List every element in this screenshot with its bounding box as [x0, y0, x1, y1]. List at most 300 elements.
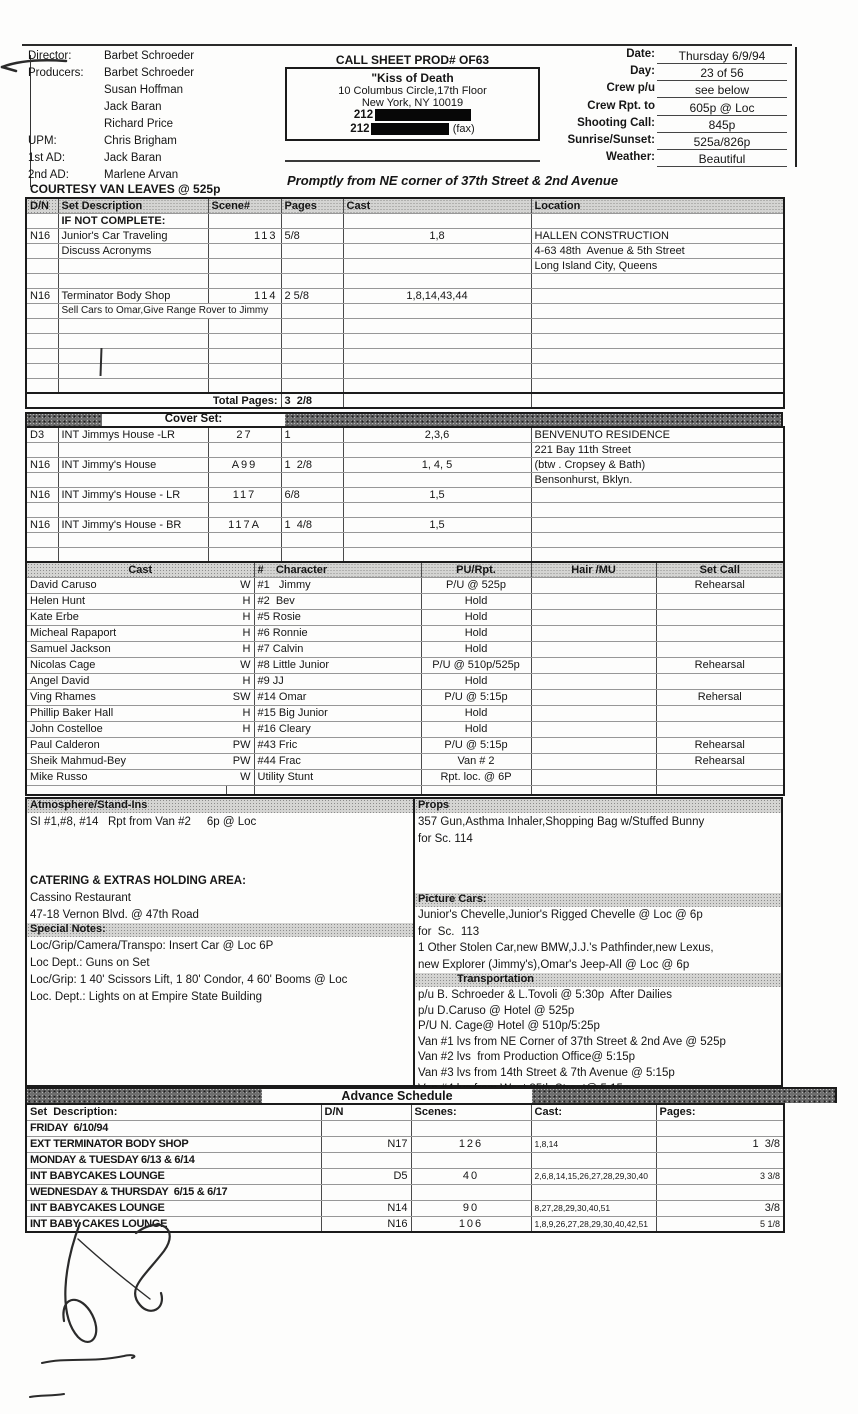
redaction-bar — [375, 109, 471, 121]
day-info-row — [557, 81, 791, 98]
cast-set-call: Rehearsal — [656, 657, 784, 673]
day-info-value: Thursday 6/9/94 — [657, 49, 787, 64]
catering-header: CATERING & EXTRAS HOLDING AREA: — [30, 875, 246, 887]
cast-set-call: Rehearsal — [656, 753, 784, 769]
cast-table — [25, 561, 785, 796]
transportation-line: Van #3 lvs from 14th Street & 7th Avenue @ 5:15p — [418, 1066, 675, 1079]
cast-hair-mu — [531, 625, 656, 641]
cast-actor-name: Paul Calderon — [26, 737, 226, 753]
scene-location: HALLEN CONSTRUCTION — [531, 228, 784, 243]
fax-row — [287, 123, 538, 137]
scene-row — [26, 303, 784, 318]
advance-band-hatch-right — [532, 1089, 835, 1103]
credit-label: 2nd AD: — [28, 169, 69, 181]
cast-actor-name: Ving Rhames — [26, 689, 226, 705]
cast-set-call — [656, 721, 784, 737]
cast-hair-mu — [531, 705, 656, 721]
col-header-pu-rpt: PU/Rpt. — [421, 562, 531, 577]
advance-scenes: 106 — [411, 1216, 531, 1232]
cast-actor-name: Phillip Baker Hall — [26, 705, 226, 721]
cast-row — [26, 593, 784, 609]
day-info-row — [557, 116, 791, 133]
advance-cast: 8,27,28,29,30,40,51 — [531, 1200, 656, 1216]
cast-pu-rpt: P/U @ 510p/525p — [421, 657, 531, 673]
cast-hair-mu — [531, 737, 656, 753]
advance-day-label: MONDAY & TUESDAY 6/13 & 6/14 — [26, 1152, 321, 1168]
cover-description: INT Jimmy's House — [58, 457, 208, 472]
page-top-rule — [22, 44, 792, 46]
scene-table — [25, 197, 785, 409]
scene-cast: 1,8 — [343, 228, 531, 243]
col-header-hair-mu: Hair /MU — [531, 562, 656, 577]
props-line: for Sc. 114 — [418, 833, 473, 845]
advance-set-description: EXT TERMINATOR BODY SHOP — [26, 1136, 321, 1152]
cast-work-status: H — [226, 609, 254, 625]
day-info-value: 525a/826p — [657, 135, 787, 150]
transportation-header: Transportation — [415, 973, 781, 987]
scene-note-row — [26, 213, 784, 228]
cast-character: #44 Frac — [254, 753, 421, 769]
cast-row — [26, 673, 784, 689]
advance-dn: D5 — [321, 1168, 411, 1184]
advance-schedule-band — [25, 1087, 837, 1103]
day-info-label: Shooting Call: — [577, 116, 655, 129]
cast-actor-name: Nicolas Cage — [26, 657, 226, 673]
empty-row — [26, 502, 784, 517]
cover-band-hatch-left — [27, 414, 102, 426]
cast-hair-mu — [531, 641, 656, 657]
cover-row — [26, 517, 784, 532]
cast-actor-name: Angel David — [26, 673, 226, 689]
transportation-line: Van #1 lvs from NE Corner of 37th Street & 2nd Ave @ 525p — [418, 1035, 726, 1048]
atmosphere-panel — [25, 797, 415, 1087]
col-header-adv-cast: Cast: — [531, 1104, 656, 1120]
cast-hair-mu — [531, 753, 656, 769]
empty-row — [26, 547, 784, 562]
empty-row — [26, 785, 784, 795]
cast-set-call — [656, 593, 784, 609]
day-info-row — [557, 150, 791, 167]
cast-character: #5 Rosie — [254, 609, 421, 625]
cover-scene-number: 27 — [208, 427, 281, 442]
advance-pages: 5 1/8 — [656, 1216, 784, 1232]
phone-row — [287, 109, 538, 123]
advance-cast: 1,8,14 — [531, 1136, 656, 1152]
scene-row — [26, 258, 784, 273]
col-header-scene-number: Scene# — [208, 198, 281, 213]
advance-day-label: FRIDAY 6/10/94 — [26, 1120, 321, 1136]
cast-set-call — [656, 609, 784, 625]
catering-line: 47-18 Vernon Blvd. @ 47th Road — [30, 909, 199, 921]
cast-set-call: Rehearsal — [656, 737, 784, 753]
scene-dn — [26, 243, 58, 258]
standins-line: SI #1,#8, #14 Rpt from Van #2 6p @ Loc — [30, 816, 257, 828]
cover-row — [26, 442, 784, 457]
col-header-set-description: Set Description — [58, 198, 208, 213]
call-sheet-title: CALL SHEET PROD# OF63 — [335, 53, 490, 67]
advance-schedule-title: Advance Schedule — [262, 1089, 532, 1103]
cast-work-status: SW — [226, 689, 254, 705]
cast-work-status: H — [226, 705, 254, 721]
cast-set-call — [656, 705, 784, 721]
cover-cast: 2,3,6 — [343, 427, 531, 442]
cast-pu-rpt: P/U @ 5:15p — [421, 737, 531, 753]
cast-character: Utility Stunt — [254, 769, 421, 785]
courtesy-van-note: COURTESY VAN LEAVES @ 525p — [30, 182, 221, 196]
credit-label: 1st AD: — [28, 152, 66, 164]
cast-row — [26, 657, 784, 673]
cast-pu-rpt: Hold — [421, 593, 531, 609]
special-note-line: Loc/Grip: 1 40' Scissors Lift, 1 80' Condor, 4 60' Booms @ Loc — [30, 974, 348, 986]
cast-row — [26, 625, 784, 641]
signature — [28, 1205, 238, 1405]
credit-value: Barbet Schroeder — [104, 67, 195, 79]
cover-cast: 1,5 — [343, 487, 531, 502]
cover-set-band — [25, 412, 783, 426]
cast-work-status: W — [226, 769, 254, 785]
scene-location: Long Island City, Queens — [531, 258, 784, 273]
cast-set-call — [656, 625, 784, 641]
advance-day-row — [26, 1152, 784, 1168]
credit-row — [28, 67, 258, 84]
cast-actor-name: Micheal Rapaport — [26, 625, 226, 641]
day-info-label: Day: — [630, 65, 655, 78]
cast-work-status: W — [226, 577, 254, 593]
credit-label: UPM: — [28, 135, 57, 147]
transportation-lines — [415, 987, 781, 1096]
atmosphere-header: Atmosphere/Stand-Ins — [27, 799, 413, 813]
scene-location — [531, 288, 784, 303]
fax-area-code: 212 — [350, 123, 370, 136]
day-info-row — [557, 64, 791, 81]
cast-hair-mu — [531, 689, 656, 705]
scene-pages: 5/8 — [281, 228, 343, 243]
cast-pu-rpt: Hold — [421, 673, 531, 689]
header-divider-rule — [285, 160, 540, 162]
cover-dn: N16 — [26, 457, 58, 472]
scene-description: Sell Cars to Omar,Give Range Rover to Jimmy — [58, 303, 281, 318]
notes-section — [25, 797, 783, 1087]
cast-pu-rpt: Van # 2 — [421, 753, 531, 769]
cover-scene-number: 117A — [208, 517, 281, 532]
day-info-value: Beautiful — [657, 152, 787, 167]
catering-lines — [27, 889, 413, 923]
credit-row — [28, 135, 258, 152]
scene-row — [26, 243, 784, 258]
cover-pages: 1 4/8 — [281, 517, 343, 532]
cover-location: 221 Bay 11th Street — [531, 442, 784, 457]
cast-header-row — [26, 562, 784, 577]
scene-dn: N16 — [26, 228, 58, 243]
cast-character: #43 Fric — [254, 737, 421, 753]
advance-pages: 3/8 — [656, 1200, 784, 1216]
cast-actor-name: David Caruso — [26, 577, 226, 593]
advance-day-row — [26, 1184, 784, 1200]
scene-description: Junior's Car Traveling — [58, 228, 208, 243]
advance-row — [26, 1168, 784, 1184]
day-info-value: 845p — [657, 118, 787, 133]
transportation-line: p/u D.Caruso @ Hotel @ 525p — [418, 1004, 575, 1017]
day-info-row — [557, 133, 791, 150]
empty-row — [26, 333, 784, 348]
cast-set-call — [656, 641, 784, 657]
address-line-2: New York, NY 10019 — [361, 97, 464, 109]
cast-character: #7 Calvin — [254, 641, 421, 657]
cast-row — [26, 705, 784, 721]
advance-scenes: 40 — [411, 1168, 531, 1184]
cast-pu-rpt: P/U @ 525p — [421, 577, 531, 593]
credit-row — [28, 84, 258, 101]
day-info-value: see below — [657, 83, 787, 98]
cast-set-call — [656, 673, 784, 689]
total-pages-value: 3 2/8 — [281, 393, 343, 408]
cast-work-status: H — [226, 641, 254, 657]
scene-cast: 1,8,14,43,44 — [343, 288, 531, 303]
credit-value: Richard Price — [104, 118, 174, 130]
total-pages-row — [26, 393, 784, 408]
advance-dn: N16 — [321, 1216, 411, 1232]
cover-row — [26, 487, 784, 502]
cover-pages: 6/8 — [281, 487, 343, 502]
cast-work-status: H — [226, 721, 254, 737]
cast-hair-mu — [531, 657, 656, 673]
cast-actor-name: John Costelloe — [26, 721, 226, 737]
advance-pages: 3 3/8 — [656, 1168, 784, 1184]
cast-pu-rpt: Rpt. loc. @ 6P — [421, 769, 531, 785]
advance-pages: 1 3/8 — [656, 1136, 784, 1152]
cast-hair-mu — [531, 673, 656, 689]
cast-row — [26, 641, 784, 657]
cast-character: #16 Cleary — [254, 721, 421, 737]
scene-number: 114 — [208, 288, 281, 303]
cover-cast: 1,5 — [343, 517, 531, 532]
advance-dn: N14 — [321, 1200, 411, 1216]
cast-pu-rpt: Hold — [421, 721, 531, 737]
col-header-adv-set-description: Set Description: — [26, 1104, 321, 1120]
advance-cast: 1,8,9,26,27,28,29,30,40,42,51 — [531, 1216, 656, 1232]
picture-cars-header: Picture Cars: — [415, 893, 781, 907]
cast-pu-rpt: Hold — [421, 705, 531, 721]
special-notes-header: Special Notes: — [27, 923, 413, 937]
credit-value: Jack Baran — [104, 101, 162, 113]
cast-row — [26, 769, 784, 785]
advance-set-description: INT BABY CAKES LOUNGE — [26, 1216, 321, 1232]
empty-row — [26, 378, 784, 393]
cast-pu-rpt: Hold — [421, 609, 531, 625]
scene-number: 113 — [208, 228, 281, 243]
scene-pages: 2 5/8 — [281, 288, 343, 303]
production-title: "Kiss of Death — [371, 71, 454, 85]
scene-row — [26, 228, 784, 243]
credit-row — [28, 101, 258, 118]
cast-hair-mu — [531, 609, 656, 625]
cover-row — [26, 427, 784, 442]
advance-set-description: INT BABYCAKES LOUNGE — [26, 1200, 321, 1216]
cast-set-call: Rehersal — [656, 689, 784, 705]
day-info-label: Sunrise/Sunset: — [567, 133, 655, 146]
credit-value: Chris Brigham — [104, 135, 177, 147]
cast-actor-name: Helen Hunt — [26, 593, 226, 609]
cast-actor-name: Samuel Jackson — [26, 641, 226, 657]
cover-description: INT Jimmy's House - BR — [58, 517, 208, 532]
cast-pu-rpt: Hold — [421, 641, 531, 657]
col-header-cast-name: Cast — [26, 562, 254, 577]
cover-set-label: Cover Set: — [102, 414, 285, 426]
picture-cars-lines — [415, 907, 781, 973]
props-lines — [415, 813, 781, 847]
cast-character: #2 Bev — [254, 593, 421, 609]
picture-cars-line: new Explorer (Jimmy's),Omar's Jeep-All @ Loc @ 6p — [418, 958, 690, 971]
cast-character: #15 Big Junior — [254, 705, 421, 721]
address-line-1: 10 Columbus Circle,17th Floor — [338, 85, 487, 97]
scene-location: 4-63 48th Avenue & 5th Street — [531, 243, 784, 258]
picture-cars-line: for Sc. 113 — [418, 925, 480, 938]
advance-cast: 2,6,8,14,15,26,27,28,29,30,40 — [531, 1168, 656, 1184]
advance-scenes: 126 — [411, 1136, 531, 1152]
credit-row — [28, 152, 258, 169]
cover-dn: D3 — [26, 427, 58, 442]
credit-value: Barbet Schroeder — [104, 50, 195, 62]
picture-cars-line: 1 Other Stolen Car,new BMW,J.J.'s Pathfinder,new Lexus, — [418, 942, 714, 954]
cover-dn: N16 — [26, 487, 58, 502]
cast-set-call — [656, 769, 784, 785]
cover-description: INT Jimmys House -LR — [58, 427, 208, 442]
credits-block — [28, 50, 258, 186]
cover-row — [26, 472, 784, 487]
special-note-line: Loc/Grip/Camera/Transpo: Insert Car @ Loc 6P — [30, 940, 274, 952]
day-info-value: 605p @ Loc — [657, 101, 787, 116]
props-line: 357 Gun,Asthma Inhaler,Shopping Bag w/Stuffed Bunny — [418, 816, 705, 828]
cover-cast: 1, 4, 5 — [343, 457, 531, 472]
cover-location: (btw . Cropsey & Bath) — [531, 457, 784, 472]
cast-character: #6 Ronnie — [254, 625, 421, 641]
promptly-note: Promptly from NE corner of 37th Street & 2nd Avenue — [287, 173, 619, 188]
scene-header-row — [26, 198, 784, 213]
transportation-line: P/U N. Cage@ Hotel @ 510p/5:25p — [418, 1020, 600, 1033]
col-header-cast: Cast — [343, 198, 531, 213]
credit-value: Susan Hoffman — [104, 84, 184, 96]
advance-row — [26, 1136, 784, 1152]
cast-work-status: PW — [226, 737, 254, 753]
day-info-label: Crew Rpt. to — [587, 99, 655, 112]
cast-work-status: H — [226, 593, 254, 609]
credit-row — [28, 50, 258, 67]
cast-hair-mu — [531, 721, 656, 737]
cover-pages: 1 2/8 — [281, 457, 343, 472]
cast-actor-name: Mike Russo — [26, 769, 226, 785]
empty-row — [26, 532, 784, 547]
scene-description: Terminator Body Shop — [58, 288, 208, 303]
col-header-adv-dn: D/N — [321, 1104, 411, 1120]
cast-pu-rpt: P/U @ 5:15p — [421, 689, 531, 705]
col-header-location: Location — [531, 198, 784, 213]
cover-band-hatch-right — [285, 414, 781, 426]
spacer — [27, 830, 413, 872]
advance-set-description: INT BABYCAKES LOUNGE — [26, 1168, 321, 1184]
cast-row — [26, 753, 784, 769]
cover-location: Bensonhurst, Bklyn. — [531, 472, 784, 487]
redaction-bar — [371, 123, 449, 135]
col-header-dn: D/N — [26, 198, 58, 213]
special-notes-lines — [27, 937, 413, 1005]
day-info-label: Weather: — [606, 151, 655, 164]
day-info-block — [557, 47, 797, 167]
cast-row — [26, 737, 784, 753]
props-cars-transpo-panel — [415, 797, 783, 1087]
cast-work-status: PW — [226, 753, 254, 769]
credit-label: Producers: — [28, 67, 84, 79]
transportation-line: Van #2 lvs from Production Office@ 5:15p — [418, 1051, 636, 1064]
cast-hair-mu — [531, 769, 656, 785]
scene-description: Discuss Acronyms — [58, 243, 208, 258]
cast-work-status: H — [226, 673, 254, 689]
picture-cars-line: Junior's Chevelle,Junior's Rigged Chevelle @ Loc @ 6p — [418, 909, 703, 921]
special-note-line: Loc. Dept.: Lights on at Empire State Building — [30, 991, 263, 1003]
cast-row — [26, 609, 784, 625]
credit-value: Jack Baran — [104, 152, 162, 164]
catering-line: Cassino Restaurant — [30, 892, 131, 904]
cover-scene-number: A99 — [208, 457, 281, 472]
cast-hair-mu — [531, 577, 656, 593]
cast-pu-rpt: Hold — [421, 625, 531, 641]
empty-row — [26, 348, 784, 363]
cast-hair-mu — [531, 593, 656, 609]
cover-scene-number: 117 — [208, 487, 281, 502]
cast-row — [26, 577, 784, 593]
advance-dn: N17 — [321, 1136, 411, 1152]
advance-day-row — [26, 1120, 784, 1136]
empty-row — [26, 363, 784, 378]
cover-row — [26, 457, 784, 472]
col-header-adv-scenes: Scenes: — [411, 1104, 531, 1120]
cover-location: BENVENUTO RESIDENCE — [531, 427, 784, 442]
advance-header-row — [26, 1104, 784, 1120]
empty-row — [26, 318, 784, 333]
cast-character: #14 Omar — [254, 689, 421, 705]
credit-value: Marlene Arvan — [104, 169, 179, 181]
production-address-box — [285, 67, 540, 141]
advance-band-hatch-left — [27, 1089, 262, 1103]
scene-dn: N16 — [26, 288, 58, 303]
cast-actor-name: Kate Erbe — [26, 609, 226, 625]
cast-character: #8 Little Junior — [254, 657, 421, 673]
transportation-line: p/u B. Schroeder & L.Tovoli @ 5:30p After Dailies — [418, 989, 672, 1001]
cast-set-call: Rehearsal — [656, 577, 784, 593]
col-header-adv-pages: Pages: — [656, 1104, 784, 1120]
total-pages-label: Total Pages: — [26, 393, 281, 408]
special-note-line: Loc Dept.: Guns on Set — [30, 957, 150, 969]
empty-row — [26, 273, 784, 288]
day-info-label: Date: — [626, 48, 655, 60]
cast-row — [26, 689, 784, 705]
fax-label: (fax) — [452, 123, 475, 136]
cast-work-status: W — [226, 657, 254, 673]
spacer — [415, 847, 781, 893]
day-info-value: 23 of 56 — [657, 66, 787, 81]
props-header: Props — [415, 799, 781, 813]
day-info-row — [557, 99, 791, 116]
advance-day-label: WEDNESDAY & THURSDAY 6/15 & 6/17 — [26, 1184, 321, 1200]
cast-character: #1 Jimmy — [254, 577, 421, 593]
credit-label: Director: — [28, 50, 72, 62]
advance-scenes: 90 — [411, 1200, 531, 1216]
col-header-set-call: Set Call — [656, 562, 784, 577]
credit-row — [28, 118, 258, 135]
day-info-label: Crew p/u — [606, 82, 655, 95]
cast-row — [26, 721, 784, 737]
cast-actor-name: Sheik Mahmud-Bey — [26, 753, 226, 769]
cover-description: INT Jimmy's House - LR — [58, 487, 208, 502]
